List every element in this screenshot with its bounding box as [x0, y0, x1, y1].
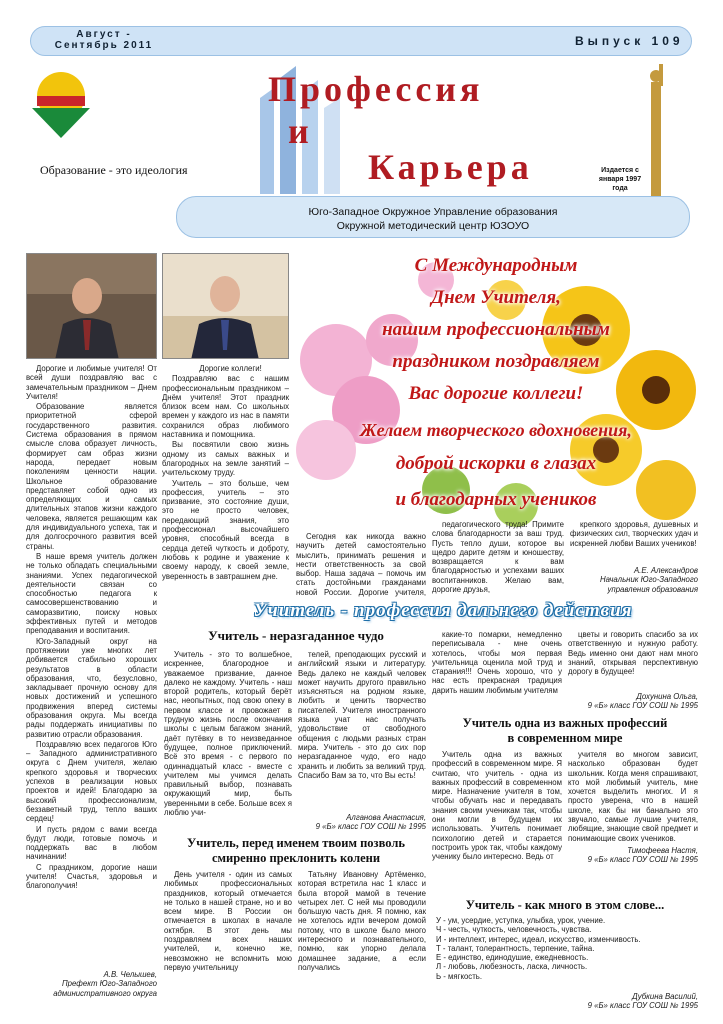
- issue-date: Август - Сентябрь 2011: [54, 29, 154, 51]
- article1-column-b: [298, 650, 426, 790]
- address-continuation-a: [296, 532, 426, 598]
- organization-name: Юго-Западное Окружное Управление образования: [308, 206, 558, 218]
- list-item: Т - талант, толерантность, терпение, тайна.: [436, 943, 595, 953]
- paragraph: Учитель одна из важных профессий в современном мире. Я считаю, что учитель - одна из важных профессий в современном мире. Назначение учителя в том, чтобы обучать нас и передавать знания своим ученикам так, чтобы они могли в будущем их использовать. Учитель понимает психологию детей и старается построить урок так, чтобы каждому ученику было интересно. Ведь от: [432, 750, 562, 862]
- paragraph: крепкого здоровья, душевных и физических сил, творческих удач и искренней любви Ваших учеников!: [570, 520, 698, 548]
- paragraph: Дорогие коллеги!: [199, 364, 262, 373]
- prefect-photo: [26, 253, 157, 359]
- banner-line-3: нашим профессиональным: [382, 319, 610, 340]
- slogan: Учитель - профессия дальнего действия: [253, 600, 633, 621]
- methodical-center: Окружной методический центр ЮЗОУО: [336, 220, 530, 232]
- title-line: в современном мире: [507, 731, 623, 745]
- signature-name: Дубкина Василий,: [632, 992, 698, 1001]
- article-title: Учитель - как много в этом слове...: [465, 898, 665, 912]
- title-line: смиренно преклонить колени: [211, 851, 381, 865]
- published-since: Издается с января 1997 года: [598, 167, 642, 192]
- paragraph: Сегодня как никогда важно научить детей самостоятельно мыслить, принимать решения и нести ответственность за свой выбор. Наша задача – помочь им стать достойными гражданами новой России. Дорогие учителя,: [296, 532, 426, 597]
- signature-name: А.Е. Александров: [633, 566, 698, 575]
- paragraph: В наше время учитель должен не только обладать специальными знаниями. Успех педагогической деятельности связан со способностью педагога к самосовершенствованию и саморазвитию, поиску новых эффективных путей и методов преподавания и воспитания.: [26, 551, 157, 636]
- list-item: Л - любовь, любезность, ласка, личность.: [436, 962, 588, 972]
- paragraph: педагогического труда! Примите слова благодарности за ваш труд. Пусть тепло души, которое вы щедро дарите детям и юношеству, возвращается к вам благодарностью и успехами ваших воспитанников. Желаю вам, дорогие друзья,: [432, 520, 564, 595]
- address-continuation-c: [570, 520, 698, 560]
- article4-signature: [568, 846, 698, 865]
- article4-column-b: [568, 750, 698, 842]
- article1-signature: [298, 813, 426, 832]
- paragraph: День учителя - один из самых любимых профессиональных праздников, который отмечается не только в нашей стране, но и во всем мире. В России он отмечается в школах в начале октября. В этот день мы поздравляем всех наших учителей, и, конечно же, невозможно не вспомнить мою первую учительницу: [164, 870, 292, 972]
- paragraph: С праздником, дорогие наши учителя! Счастья, здоровья и благополучия!: [26, 862, 157, 891]
- paragraph: цветы и говорить спасибо за их ответственную и нужную работу. Ведь именно они дают нам много знаний, открывая перспективную дорогу в будущее!: [568, 630, 698, 677]
- paragraph: Поздравляю всех педагогов Юго – Западного административного округа с Днем учителя, желаю крепкого здоровья и творческих успехов в реализации новых проектов и идей! Благодарю за высокий профессионализм, беззаветный труд, тепло ваших сердец!: [26, 739, 157, 824]
- newspaper-title: [232, 60, 602, 200]
- title-word-career: Карьера: [368, 147, 533, 187]
- signature-name: Тимофеева Настя,: [627, 846, 698, 855]
- head-address: [162, 364, 289, 598]
- paragraph: какие-то помарки, немедленно переписывала - мне очень хотелось, чтобы моя первая учительница оценила мой труд и старания!!! Очень хорошо, что у нас есть прекрасная традиция дарить нашим любимым учителям: [432, 630, 562, 695]
- signature-title: 9 «Б» класс ГОУ СОШ № 1995: [587, 1001, 698, 1011]
- article5-signature: [568, 992, 698, 1011]
- paragraph: Учитель - это то волшебное, искреннее, благородное и уважаемое призвание, данное далеко не каждому. Учитель - наш второй родитель, который берёт нас, неопытных, под свою опеку в первом классе и провожает в трудную жизнь после окончания школы с целым багажом знаний, даёт путёвку в то неизведанное будущее, полное приключений. Всё это время - с первого по одиннадцатый класс - вместе с учителем мы учимся делать правильный выбор, познавать окружающий мир, быть уверенными в себе. Больше всех я люблю учи-: [164, 650, 292, 818]
- list-item: И - интеллект, интерес, идеал, искусство, изменчивость.: [436, 934, 641, 944]
- signature-title: Префект Юго-Западного: [62, 979, 157, 989]
- title-line: Учитель, перед именем твоим позволь: [187, 836, 405, 850]
- motto: Образование - это идеология: [40, 163, 188, 177]
- signature-title: 9 «Б» класс ГОУ СОШ № 1995: [587, 701, 698, 711]
- logo-red-stripe: [37, 96, 85, 106]
- article-title: [164, 836, 428, 866]
- prefect-signature: [26, 970, 157, 998]
- signature-name: Дохунина Ольга,: [636, 692, 698, 701]
- paragraph: учителя во многом зависит, насколько образован будет школьник. Когда меня спрашивают, кто мой любимый учитель, мне хочется выделить многих. И я просто уверена, что в нашей школе, как бы ни банально это звучало, самые лучшие учителя, любящие, знающие свой предмет и понимающие своих учеников.: [568, 750, 698, 842]
- paragraph: Учитель – это больше, чем профессия, учитель – это призвание, это состояние души, это не просто человек, передающий знания, это профессионал высочайшего уровня, способный всегда в сердца детей чуткость и доброту, любовь к родине и уважение к своему народу, к своей земле, уверенность в завтрашнем дне.: [162, 478, 289, 581]
- paragraph: Дорогие и любимые учителя! От всей души поздравляю вас с замечательным праздником – Днем Учителя!: [26, 364, 157, 401]
- article1-column-a: [164, 650, 292, 830]
- banner-line-8: и благодарных учеников: [395, 489, 597, 510]
- signature-title: 9 «Б» класс ГОУ СОШ № 1995: [315, 822, 426, 832]
- paragraph: Юго-Западный округ на протяжении уже многих лет добивается стабильно хороших результатов в области образования, что, безусловно, закладывает прочную основу для новых достижений и успешного продвижения вперед системы образования округа. Мы всегда рады поддержать инициативы по развитию отрасли образования.: [26, 636, 157, 739]
- title-word-profession: Профессия: [268, 69, 484, 109]
- signature-title: 9 «Б» класс ГОУ СОШ № 1995: [587, 855, 698, 865]
- head-of-department-photo: [162, 253, 289, 359]
- banner-line-4: праздником поздравляем: [392, 351, 600, 372]
- article-title: Учитель - неразгаданное чудо: [208, 628, 384, 643]
- acrostic-list: [436, 916, 698, 988]
- article4-column-a: [432, 750, 562, 862]
- list-item: Е - единство, единодушие, ежедневность.: [436, 953, 589, 963]
- logo-green-triangle: [32, 108, 90, 138]
- article3-column-b: [568, 630, 698, 686]
- article3-signature: [568, 692, 698, 711]
- address-continuation-b: [432, 520, 564, 598]
- article-title: [432, 716, 698, 746]
- signature-title: управления образования: [607, 584, 698, 594]
- title-word-and: и: [288, 111, 313, 151]
- banner-line-7: доброй искорки в глазах: [395, 453, 597, 474]
- signature-name: А.В. Челышев,: [103, 970, 157, 979]
- list-item: У - ум, усердие, уступка, улыбка, урок, учение.: [436, 916, 606, 925]
- article2-column-b: [298, 870, 426, 1016]
- banner-line-6: Желаем творческого вдохновения,: [360, 420, 632, 440]
- issue-number: Выпуск 109: [575, 34, 684, 48]
- prefect-address: [26, 364, 157, 968]
- paragraph: Вы посвятили свою жизнь одному из самых важных и благородных на земле занятий – учительскому труду.: [162, 440, 289, 478]
- paragraph: Татьяну Ивановну Артёменко, которая встретила нас 1 класс и была второй мамой в течение четырех лет. С ней мы проводили большую часть дня. Я помню, как не хотелось идти вечером домой потому, что в школе было много интересного и познавательного, помню, как упорно делала домашнее задание, а если получались: [298, 870, 426, 972]
- paragraph: Образование является приоритетной сферой государственного развития. Система образования в прямом смысле слова образует личность, формирует сам образ жизни народа, передает новым поколениям ценности нации. Школьное образование представляет собой одно из определяющих и самых длительных этапов жизни каждого человека, является решающим как для индивидуального успеха, так и для долгосрочного развития всей страны.: [26, 402, 157, 551]
- banner-line-1: С Международным: [414, 255, 578, 276]
- list-item: Ч - честь, чуткость, человечность, чувства.: [436, 925, 592, 935]
- paragraph: телей, преподающих русский и английский языки и литературу. Ведь далеко не каждый человек может научить другого правильно изъясняться на родном языке, любить и ценить творчество писателей. Учителя иностранного языка учат нас получать удовольствие от свободного общения с людьми разных стран мира. Учитель - это до сих пор неразгаданное чудо, его надо хранить и любить за великий труд. Спасибо Вам за то, что Вы есть!: [298, 650, 426, 780]
- paragraph: И пусть рядом с вами всегда будут люди, готовые помочь и поддержать вас в любом начинании!: [26, 824, 157, 862]
- list-item: Ь - мягкость.: [436, 971, 483, 981]
- greeting-banner: [296, 240, 696, 530]
- education-logo: [28, 70, 94, 140]
- head-signature: [570, 566, 698, 594]
- title-line: Учитель одна из важных профессий: [462, 716, 668, 730]
- article2-column-a: [164, 870, 292, 1016]
- banner-line-2: Днем Учителя,: [431, 287, 561, 308]
- signature-name: Алганова Анастасия,: [346, 813, 426, 822]
- paragraph: Поздравляю вас с нашим профессиональным праздником – Днём учителя! Этот праздник близок всем нам. Со школьных времен у каждого из нас в памяти сохранился образ любимого наставника и помощника.: [162, 374, 289, 440]
- article3-column-a: [432, 630, 562, 714]
- signature-title: административного округа: [53, 988, 157, 998]
- banner-line-5: Вас дорогие коллеги!: [408, 383, 584, 404]
- signature-title: Начальник Юго-Западного: [599, 575, 698, 585]
